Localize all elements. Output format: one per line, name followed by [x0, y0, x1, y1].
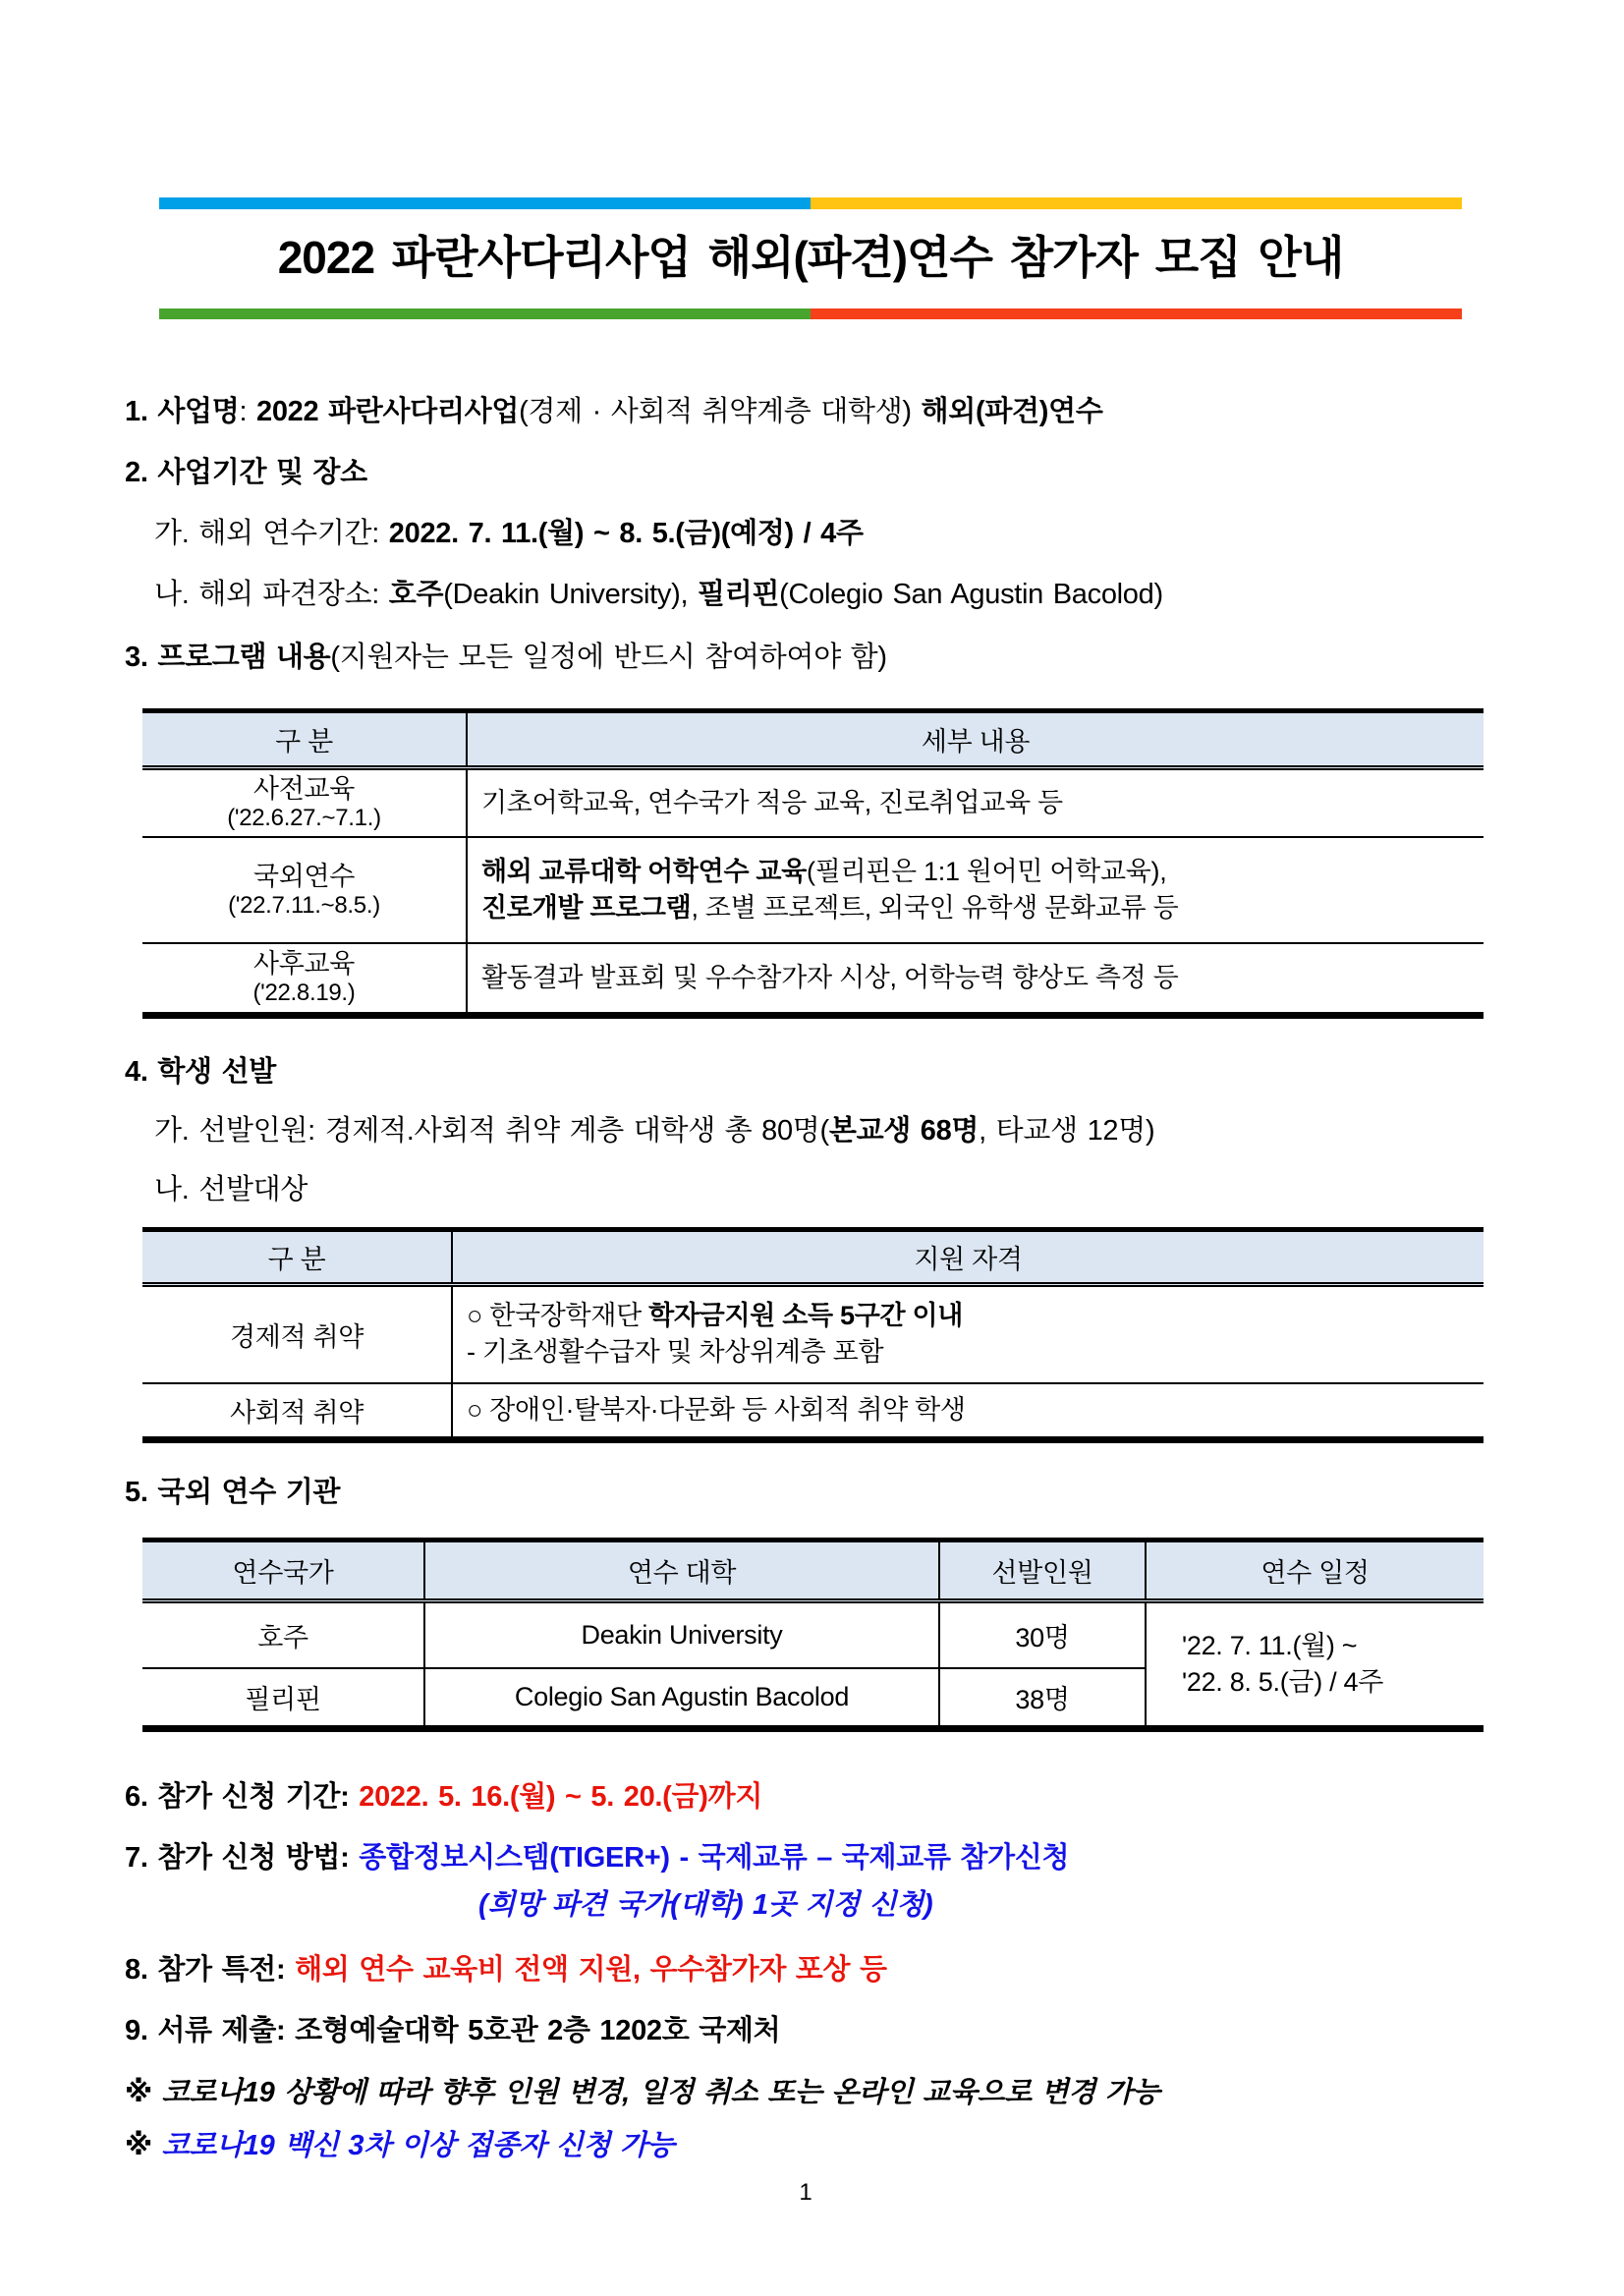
- covid-note-2: ※ 코로나19 백신 3차 이상 접종자 신청 가능: [125, 2130, 675, 2161]
- program-row-detail: 해외 교류대학 어학연수 교육(필리핀은 1:1 원어민 어학교육), 진로개발 프로그램, 조별 프로젝트, 외국인 유학생 문화교류 등: [467, 837, 1484, 943]
- banner-bottom-bar-red: [811, 308, 1462, 319]
- section-7-application-method-note: (희망 파견 국가(대학) 1곳 지정 신청): [478, 1889, 933, 1921]
- section-2b-training-location: 나. 해외 파견장소: 호주(Deakin University), 필리핀(Colegio San Agustin Bacolod): [154, 579, 1163, 610]
- section-2a-training-period: 가. 해외 연수기간: 2022. 7. 11.(월) ~ 8. 5.(금)(예정) / 4주: [154, 518, 864, 549]
- page-number: 1: [799, 2179, 812, 2206]
- institutions-header-quota: 선발인원: [939, 1540, 1146, 1601]
- section-3-heading: 3. 프로그램 내용(지원자는 모든 일정에 반드시 참여하여야 함): [125, 642, 887, 673]
- document-title: 2022 파란사다리사업 해외(파견)연수 참가자 모집 안내: [277, 232, 1344, 283]
- eligibility-table-header-category: 구 분: [267, 1245, 326, 1274]
- program-row-detail: 활동결과 발표회 및 우수참가자 시상, 어학능력 향상도 측정 등: [467, 943, 1484, 1016]
- institutions-row-country: 필리핀: [245, 1684, 321, 1714]
- table-row: [142, 768, 1484, 837]
- program-row-label: 사전교육 ('22.6.27.~7.1.): [142, 768, 467, 837]
- eligibility-row-detail: ○ 장애인·탈북자·다문화 등 사회적 취약 학생: [452, 1383, 1484, 1440]
- program-row-detail: 기초어학교육, 연수국가 적응 교육, 진로취업교육 등: [467, 768, 1484, 837]
- institutions-row-quota: 30명: [939, 1601, 1146, 1668]
- title-banner: [159, 197, 1462, 319]
- program-table-header-detail: 세부 내용: [467, 711, 1484, 768]
- section-4a-selection-count: 가. 선발인원: 경제적.사회적 취약 계층 대학생 총 80명(본교생 68명, 타교생 12명): [154, 1115, 1155, 1147]
- banner-top-bar-yellow: [811, 197, 1462, 209]
- banner-top-bar: [159, 197, 1462, 209]
- program-row-label: 국외연수 ('22.7.11.~8.5.): [142, 837, 467, 943]
- eligibility-table: [142, 1227, 1484, 1443]
- section-9-document-submission: 9. 서류 제출: 조형예술대학 5호관 2층 1202호 국제처: [125, 2015, 781, 2046]
- table-row: [142, 837, 1484, 943]
- program-table-header-category: 구 분: [275, 727, 333, 756]
- eligibility-table-header-qualification: 지원 자격: [452, 1230, 1484, 1285]
- section-4-heading: 4. 학생 선발: [125, 1056, 276, 1088]
- section-4b-selection-target: 나. 선발대상: [154, 1174, 308, 1205]
- institutions-header-university: 연수 대학: [424, 1540, 939, 1601]
- program-table: [142, 708, 1484, 1019]
- institutions-table: [142, 1538, 1484, 1732]
- institutions-schedule: '22. 7. 11.(월) ~ '22. 8. 5.(금) / 4주: [1146, 1601, 1484, 1729]
- section-6-application-period: 6. 참가 신청 기간: 2022. 5. 16.(월) ~ 5. 20.(금)까지: [125, 1781, 763, 1813]
- institutions-row-quota: 38명: [939, 1668, 1146, 1729]
- institutions-row-country: 호주: [257, 1622, 308, 1652]
- institutions-row-university: Deakin University: [424, 1601, 939, 1668]
- eligibility-table-header: [142, 1230, 1484, 1285]
- table-row: [142, 1383, 1484, 1440]
- banner-top-bar-blue: [159, 197, 811, 209]
- banner-bottom-bar: [159, 308, 1462, 319]
- eligibility-row-detail: ○ 한국장학재단 학자금지원 소득 5구간 이내 - 기초생활수급자 및 차상위계층 포함: [452, 1285, 1484, 1383]
- document-content: [0, 197, 1624, 2207]
- section-7-application-method: 7. 참가 신청 방법: 종합정보시스템(TIGER+) - 국제교류 – 국제교류 참가신청: [125, 1842, 1070, 1874]
- eligibility-row-label: 경제적 취약: [229, 1321, 364, 1352]
- program-table-header: [142, 711, 1484, 768]
- program-row-period: ('22.8.19.): [252, 980, 356, 1007]
- program-row-period: ('22.6.27.~7.1.): [227, 805, 381, 832]
- table-row: [142, 1601, 1484, 1668]
- section-2-heading: 2. 사업기간 및 장소: [125, 457, 367, 488]
- table-row: [142, 1285, 1484, 1383]
- program-row-label: 사후교육 ('22.8.19.): [142, 943, 467, 1016]
- covid-note-1: ※ 코로나19 상황에 따라 향후 인원 변경, 일정 취소 또는 온라인 교육으로 변경 가능: [125, 2077, 1160, 2108]
- section-8-benefits: 8. 참가 특전: 해외 연수 교육비 전액 지원, 우수참가자 포상 등: [125, 1954, 887, 1986]
- section-1-project-name: 1. 사업명: 2022 파란사다리사업(경제 · 사회적 취약계층 대학생) 해외(파견)연수: [125, 396, 1103, 427]
- section-5-heading: 5. 국외 연수 기관: [125, 1477, 341, 1508]
- table-row: [142, 943, 1484, 1016]
- institutions-table-header: [142, 1540, 1484, 1601]
- program-row-period: ('22.7.11.~8.5.): [228, 891, 380, 919]
- eligibility-row-label: 사회적 취약: [229, 1397, 364, 1428]
- institutions-header-country: 연수국가: [232, 1558, 334, 1588]
- institutions-row-university: Colegio San Agustin Bacolod: [424, 1668, 939, 1729]
- institutions-header-schedule: 연수 일정: [1146, 1540, 1484, 1601]
- banner-bottom-bar-green: [159, 308, 811, 319]
